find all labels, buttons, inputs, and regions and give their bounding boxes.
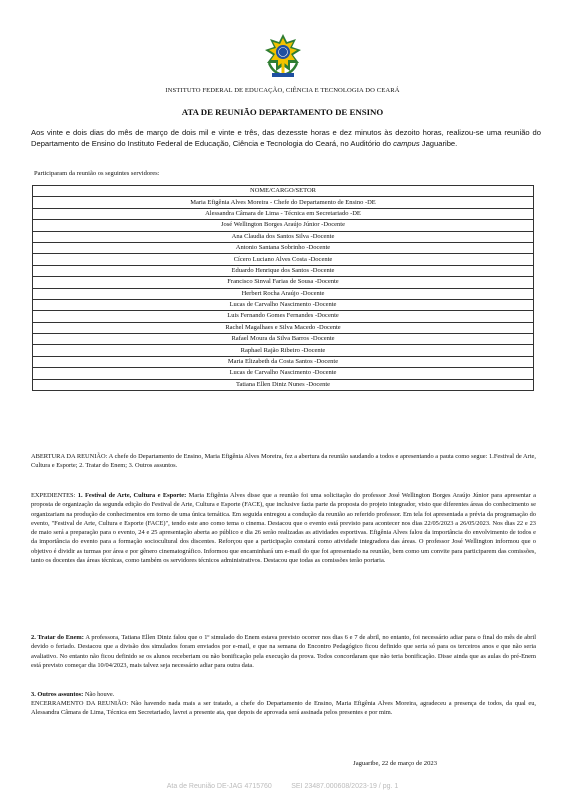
table-row bbox=[33, 197, 534, 208]
table-row bbox=[33, 322, 534, 333]
outros-assuntos-paragraph bbox=[31, 690, 536, 699]
date-line: Jaguaribe, 22 de março de 2023 bbox=[353, 760, 437, 767]
intro-paragraph bbox=[31, 127, 541, 149]
table-row bbox=[33, 220, 534, 231]
table-row bbox=[33, 277, 534, 288]
item1-title: 1. Festival de Arte, Cultura e Esporte: bbox=[77, 492, 187, 499]
expedientes-lead: EXPEDIENTES: bbox=[31, 492, 78, 499]
table-cell: Cícero Luciano Alves Costa -Docente bbox=[33, 254, 534, 265]
intro-text-part2: Jaguaribe. bbox=[419, 139, 458, 148]
table-cell: Tatiana Ellen Diniz Nunes -Docente bbox=[33, 379, 534, 390]
table-cell: Francisco Sinval Farias de Sousa -Docente bbox=[33, 277, 534, 288]
table-row bbox=[33, 288, 534, 299]
table-cell: Eduardo Henrique dos Santos -Docente bbox=[33, 265, 534, 276]
table-cell: Lucas de Carvalho Nascimento -Docente bbox=[33, 299, 534, 310]
table-cell: Herbert Rocha Araújo -Docente bbox=[33, 288, 534, 299]
table-cell: Lucas de Carvalho Nascimento -Docente bbox=[33, 368, 534, 379]
table-row bbox=[33, 379, 534, 390]
item3-text: Não houve. bbox=[83, 691, 115, 698]
table-row bbox=[33, 242, 534, 253]
participants-table-header: NOME/CARGO/SETOR bbox=[33, 186, 534, 197]
brasao-republica-emblem bbox=[263, 33, 303, 79]
table-row bbox=[33, 265, 534, 276]
intro-campus-word: campus bbox=[393, 139, 420, 148]
footer-reference: Ata de Reunião DE-JAG 4715760 SEI 23487.000608/2023-19 / pg. 1 bbox=[166, 783, 399, 790]
table-cell: José Wellington Borges Araújo Júnior -Docente bbox=[33, 220, 534, 231]
table-cell: Raphael Rajão Ribeiro -Docente bbox=[33, 345, 534, 356]
participants-label: Participaram da reunião os seguintes servidores: bbox=[34, 170, 160, 177]
table-row bbox=[33, 299, 534, 310]
table-cell: Maria Elizabeth da Costa Santos -Docente bbox=[33, 356, 534, 367]
table-cell: Maria Efigênia Alves Moreira - Chefe do Departamento de Ensino -DE bbox=[33, 197, 534, 208]
table-cell: Rachel Magalhaes e Silva Macedo -Docente bbox=[33, 322, 534, 333]
abertura-paragraph: ABERTURA DA REUNIÃO: A chefe do Departamento de Ensino, Maria Efigênia Alves Moreira, fez a abertura da reunião saudando a todos e apresentando a pauta como segue: 1.Festival de Arte, Cultura e Esporte; 2. Tratar do Enem; 3. Outros assuntos. bbox=[31, 453, 536, 470]
table-cell: Luis Fernando Gomes Fernandes -Docente bbox=[33, 311, 534, 322]
enem-paragraph bbox=[31, 633, 536, 670]
table-row bbox=[33, 231, 534, 242]
expedientes-paragraph bbox=[31, 491, 536, 565]
table-row bbox=[33, 208, 534, 219]
intro-text-part1: Aos vinte e dois dias do mês de março de dois mil e vinte e três, das dezesste horas e dez minutos às dezoito horas, realizou-se uma reunião do Departamento de Ensino do Instituto Federal de Educação, Ciência e Tecnologia do Ceará, no Auditório do bbox=[31, 128, 541, 148]
item3-title: 3. Outros assuntos: bbox=[31, 691, 84, 698]
table-row bbox=[33, 368, 534, 379]
document-title: ATA DE REUNIÃO DEPARTAMENTO DE ENSINO bbox=[181, 107, 384, 117]
item2-title: 2. Tratar do Enem: bbox=[31, 634, 84, 641]
institution-name: INSTITUTO FEDERAL DE EDUCAÇÃO, CIÊNCIA E TECNOLOGIA DO CEARÁ bbox=[165, 87, 400, 94]
item2-text: A professora, Tatiana Ellen Diniz falou que o 1º simulado do Enem estava previsto ocorrer nos dias 6 e 7 de abril, no entanto, foi necessário adiar para o final do mês de abril devido o feriado. Destacou que a divisão dos simulados foram enviados por e-mail, e que na semana do Encontro Pedagógico ficou definido que seria só para os terceiros anos e que não seria avaliativo. No entanto não ficou definido se os alunos receberiam ou não bonificação pela execução da prova. Todos concordaram que não teria bonificação. Disse ainda que as aulas do pré-Enem está previsto começar dia 10/04/2023, mais talvez seja necessário adiar para outra data. bbox=[31, 634, 536, 669]
encerramento-paragraph: ENCERRAMENTO DA REUNIÃO: Não havendo nada mais a ser tratado, a chefe do Departamento de Ensino, Maria Efigênia Alves Moreira, agradeceu a presença de todos, da qual eu, Alessandra Câmara de Lima, Técnica em Secretariado, lavrei a presente ata, que depois de aprovada será assinada pelos presentes e por mim. bbox=[31, 700, 536, 717]
table-cell: Rafael Moura da Silva Barros -Docente bbox=[33, 334, 534, 345]
item1-text: Maria Efigênia Alves disse que a reunião foi uma solicitação do professor José Wellington Borges Araújo Júnior para apresentar a proposta de organização da segunda edição do Festival de Arte, Cultura e Esporte (FACE), que inclusive fazia parte da proposta do projeto integrador, visto que diferentes áreas do conhecimento se organizariam na produção de conhecimentos em torno de uma única temática. Em seguida entregou a condução da reunião ao referido professor. Em tela foi apresentada a prévia da programação do evento, "Festival de Arte, Cultura e Esporte (FACE)", tendo este ano como tema o cinema. Destacou que o evento está previsto para acontecer nos dias 22/05/2023 a 26/05/2023. Nos dias 22 e 23 de maio será a preparação para o evento, 24 e 25 apresentação aberta ao público e dia 26 serão realizadas as atividades esportivas. Efigênia Alves falou da importância do envolvimento de todos e da importância do evento para a formação sociocultural dos discentes. Reforçou que a participação constará como atividade integradora das áreas. O professor José Wellington informou que o objetivo é dividir as turmas por área e por gênero cinematográfico. Informou que encaminhará um e-mail do que foi apresentado na reunião, bem como um convite para participarem das comissões, tanto os docentes das áreas técnicas, como também os servidores técnicos administrativos. Destacou que todas as comissões terão portaria. bbox=[31, 492, 536, 565]
table-cell: Ana Claudia dos Santos Silva -Docente bbox=[33, 231, 534, 242]
table-row bbox=[33, 254, 534, 265]
table-row bbox=[33, 356, 534, 367]
table-row bbox=[33, 345, 534, 356]
table-cell: Alessandra Câmara de Lima - Técnica em Secretariado -DE bbox=[33, 208, 534, 219]
table-cell: Antonio Santana Sobrinho -Docente bbox=[33, 242, 534, 253]
table-row bbox=[33, 334, 534, 345]
participants-table bbox=[32, 185, 534, 391]
table-row bbox=[33, 311, 534, 322]
